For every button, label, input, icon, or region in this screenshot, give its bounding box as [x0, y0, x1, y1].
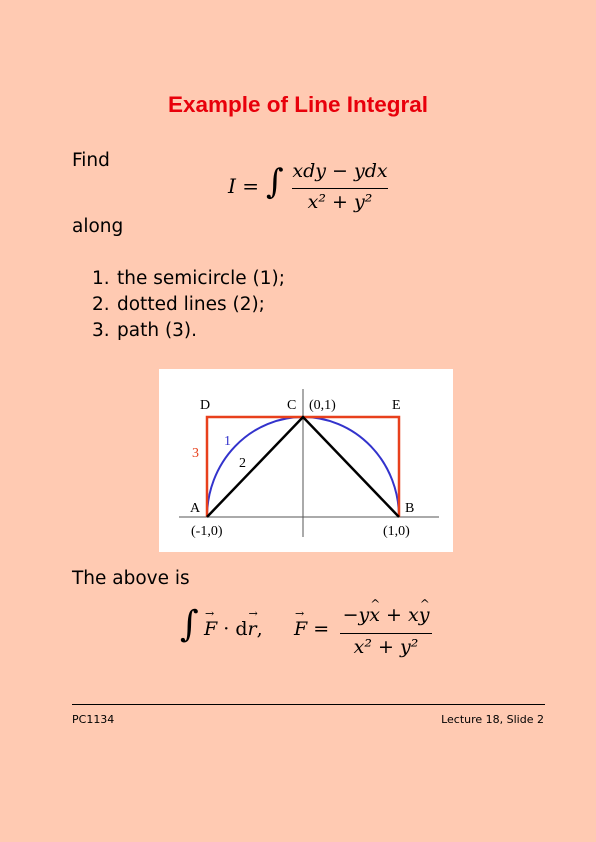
field-denominator: x² + y² — [353, 636, 419, 658]
unit-y-hat: ^ y — [419, 604, 430, 626]
above-label: The above is — [72, 568, 190, 589]
list-item-text: the semicircle (1); — [117, 268, 285, 289]
integrand — [204, 618, 263, 640]
equation-denominator: x² + y² — [307, 191, 373, 213]
list-item-number: 3. — [92, 320, 110, 341]
vector-r: → r — [247, 618, 256, 640]
list-item — [92, 292, 285, 318]
fraction-bar — [340, 633, 432, 634]
label-C-coord: (0,1) — [309, 398, 336, 413]
path-diagram-svg — [159, 369, 453, 552]
label-B-coord: (1,0) — [383, 524, 410, 539]
integral-sign: ∫ — [266, 162, 284, 202]
unit-x-hat: ^ x — [369, 604, 380, 626]
equation-lhs: I = — [228, 174, 260, 198]
fraction-bar — [292, 188, 388, 189]
list-item-text: dotted lines (2); — [117, 294, 265, 315]
footer-course: PC1134 — [72, 713, 115, 726]
find-label: Find — [72, 150, 110, 171]
along-label: along — [72, 216, 124, 237]
equals-sign: = — [313, 618, 330, 640]
comma: , — [256, 618, 263, 640]
label-C: C — [287, 398, 297, 413]
field-numerator — [340, 604, 432, 626]
label-E: E — [392, 398, 401, 413]
label-A-coord: (-1,0) — [191, 524, 223, 539]
list-item-number: 2. — [92, 294, 110, 315]
footer-slide-info: Lecture 18, Slide 2 — [441, 713, 544, 726]
vector-F-def: → F — [294, 618, 307, 640]
list-item — [92, 318, 285, 344]
label-D: D — [200, 398, 211, 413]
numerator-plus-x: + x — [386, 604, 419, 626]
line-integral-equation — [228, 158, 398, 228]
label-path-2: 2 — [239, 456, 246, 471]
path-list — [92, 266, 285, 344]
footer-divider — [72, 704, 545, 705]
vector-field-equation — [180, 600, 440, 670]
equation-numerator: xdy − ydx — [292, 160, 388, 182]
list-item-number: 1. — [92, 268, 110, 289]
list-item-text: path (3). — [117, 320, 198, 341]
label-path-1: 1 — [224, 434, 231, 449]
slide-title: Example of Line Integral — [167, 92, 429, 117]
integral-sign: ∫ — [180, 604, 199, 645]
field-definition-lhs — [294, 618, 329, 640]
numerator-minus-y: −y — [342, 604, 370, 626]
label-A: A — [190, 501, 201, 516]
label-path-3: 3 — [192, 446, 199, 461]
list-item — [92, 266, 285, 292]
label-B: B — [405, 501, 415, 516]
path-diagram — [159, 369, 453, 552]
vector-F: → F — [204, 618, 217, 640]
dot-d: · d — [223, 618, 248, 640]
